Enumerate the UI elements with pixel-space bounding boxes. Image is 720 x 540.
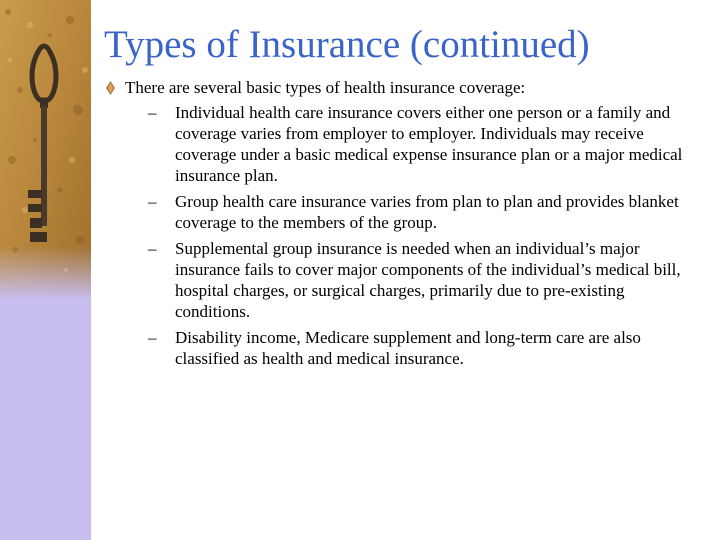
slide-title: Types of Insurance (continued) xyxy=(104,23,590,66)
main-bullet-text: There are several basic types of health insurance coverage: xyxy=(125,78,526,97)
sub-bullet-item xyxy=(125,327,696,369)
key-photo xyxy=(0,0,91,300)
antique-key-photo-icon xyxy=(0,0,91,300)
sub-bullet-text: Individual health care insurance covers either one person or a family and coverage varies from employer to employer. Individuals may receive coverage under a basic medical expense insurance plan or a major medical insurance plan. xyxy=(175,103,683,185)
dash-marker: – xyxy=(148,328,157,347)
sub-bullet-text: Disability income, Medicare supplement and long-term care are also classified as health and medical insurance. xyxy=(175,328,641,368)
slide-content xyxy=(106,77,696,374)
sub-bullet-item xyxy=(125,191,696,233)
sub-bullet-list xyxy=(125,102,696,369)
sub-bullet-text: Group health care insurance varies from plan to plan and provides blanket coverage to the members of the group. xyxy=(175,192,679,232)
main-bullet xyxy=(106,77,696,369)
dash-marker: – xyxy=(148,103,157,122)
diamond-bullet-icon xyxy=(106,81,115,95)
sub-bullet-text: Supplemental group insurance is needed when an individual’s major insurance fails to cover major components of the individual’s medical bill, hospital charges, or surgical charges, primarily due to pre-existing conditions. xyxy=(175,239,681,321)
dash-marker: – xyxy=(148,239,157,258)
sub-bullet-item xyxy=(125,238,696,322)
sub-bullet-item xyxy=(125,102,696,186)
dash-marker: – xyxy=(148,192,157,211)
